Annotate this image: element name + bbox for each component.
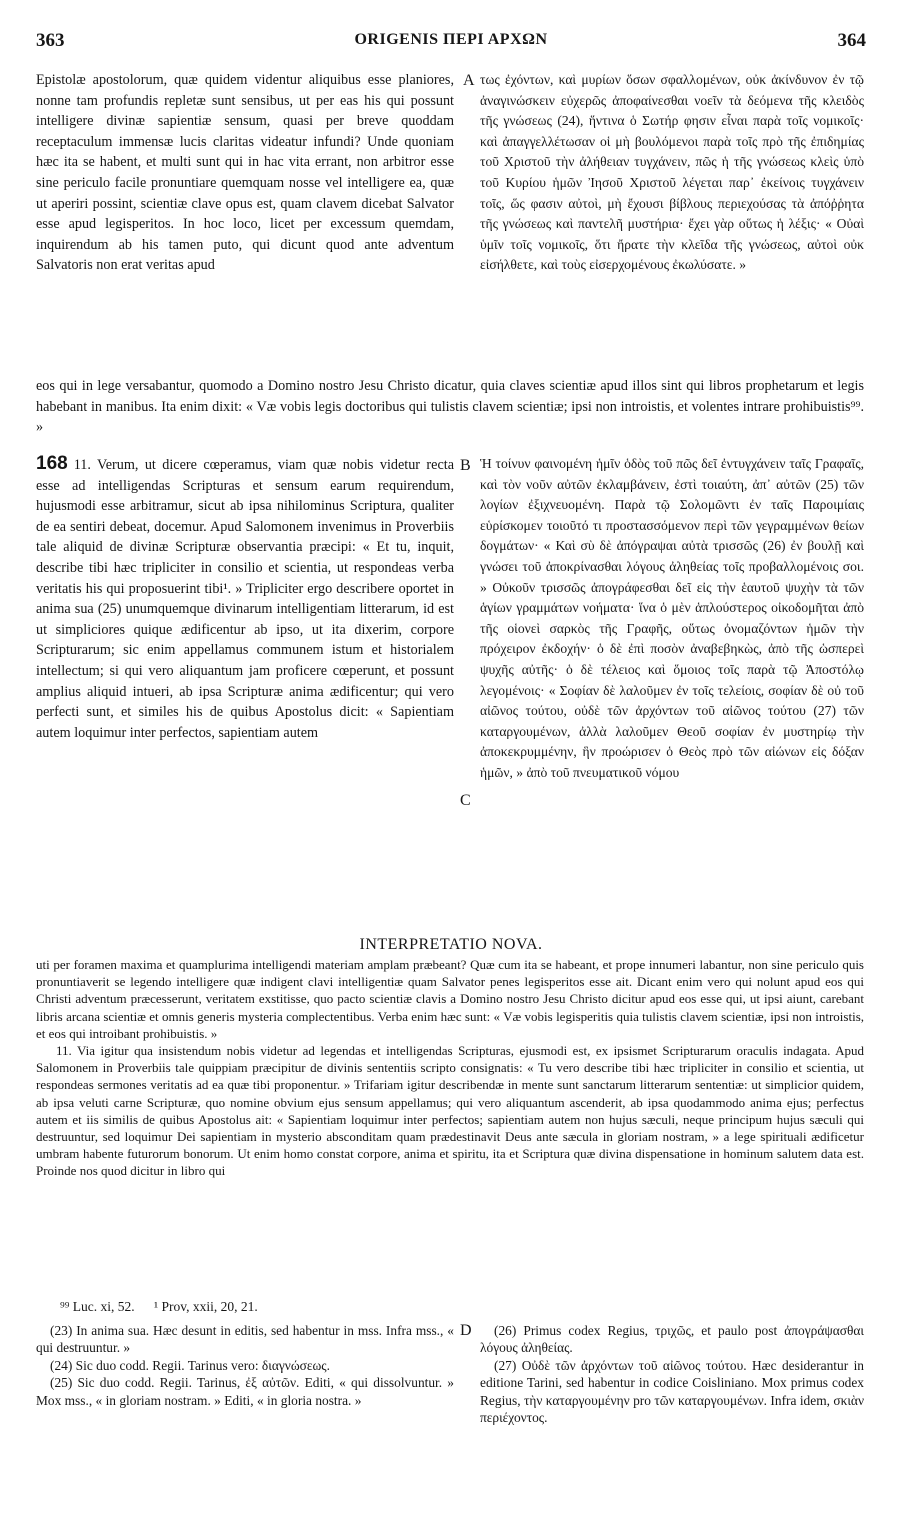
greek-column-top	[480, 70, 864, 276]
section-marker-a: A	[463, 72, 475, 89]
interpretatio-heading: INTERPRETATIO NOVA.	[359, 936, 543, 953]
greek-text-a: τως ἐχόντων, καὶ μυρίων ὅσων σφαλλομένων, οὐκ ἀκίνδυνον ἐν τῷ ἀναγινώσκειν εὐχερῶς ἀποφαίνεσθαι νοεῖν τὰ δεόμενα τῆς κλειδὸς τῆς γνώσεως (24), ἥντινα ὁ Σωτήρ φησιν εἶναι παρὰ τοῖς νομικοῖς· καὶ ἀπαγγελλέτωσαν οἱ μὴ βουλόμενοι παρὰ τοῖς πρὸ τῆς ἐπιδημίας τοῦ Χριστοῦ τὴν ἀλήθειαν τυγχάνειν, πῶς ἡ τῆς γνώσεως κλεὶς ὑπὸ τοῦ Κυρίου ἡμῶν Ἰησοῦ Χριστοῦ λέγεται παρ᾽ ἐκείνοις τυγχάνειν τοῖς, ὥς φασιν αὐτοὶ, μὴ ἔχουσι βίβλους περιεχούσας τὰ ἀπόῤῥητα τῆς γνώσεως καὶ παντελῆ μυστήρια· ἔχει γὰρ οὕτως ἡ λέξις· « Οὐαὶ ὑμῖν τοῖς νομικοῖς, ὅτι ἤρατε τὴν κλεῖδα τῆς γνώσεως, αὐτοὶ οὐκ εἰσήλθετε, καὶ τοὺς εἰσερχομένους ἐκωλύσατε. »	[480, 72, 864, 273]
running-header	[36, 30, 866, 60]
interpretatio-paragraph: 11. Via igitur qua insistendum nobis videtur ad legendas et intelligendas Scripturas, ejusmodi est, ex ipsismet Scripturarum oraculis indagata. Apud Salomonem in Proverbiis tale quippiam præcipitur de divinis sententiis scripto consignatis: « Tu vero describe tibi hæc tripliciter in consilio et scientia, ut respondeas sermones veritatis ad ea quæ tibi proponentur. » Trifariam igitur describendæ in mente sunt sanctarum litterarum sententiæ: ut simplicior quidem, ab ipsa veluti carne Scripturæ, quo nomine obvium ejus sensum appellamus; qui vero aliquantum ascenderit, ab ipsa quodammodo anima ejus; perfectus autem et iis similis de quibus Apostolus ait: « Sapientiam loquimur inter perfectos; sapientiam autem non hujus sæculi, neque principum hujus sæculi qui destruuntur, sed loquimur Dei sapientiam in mysterio absconditam quam prædestinavit Deus ante sæcula in gloriam nostram, » a lege spirituali ædificetur umbram habente futurorum bonorum. Ut enim homo constat corpore, anima et spiritu, ita et Scriptura quæ divina dispensatione in hominum salutem data est. Proinde nos quod dicitur in libro qui	[36, 1043, 864, 1179]
footnote-ref: ¹ Prov, xxii, 20, 21.	[154, 1299, 258, 1314]
latin-column-section-11	[36, 454, 454, 743]
notes-right-column	[480, 1322, 864, 1426]
interpretatio-nova	[36, 956, 864, 1180]
note: (24) Sic duo codd. Regii. Tarinus vero: διαγνώσεως.	[50, 1357, 330, 1373]
left-page-number: 363	[36, 30, 65, 51]
section-marker-c: C	[460, 792, 471, 809]
section-marker-d: D	[460, 1322, 472, 1339]
interpretatio-paragraph: uti per foramen maxima et quamplurima intelligendi materiam amplam præbeant? Quæ cum ita se habeant, et prope innumeri labantur, non sine periculo quis pronuntiaverit se legendo intelligere quæ indigent clavi intelligentiæ quam Salvator penes legisperitos esse ait. Dicant enim vero qui nolunt apud eos qui Christi adventum præcesserunt, veritatem exstitisse, quo pacto scientiæ clavis a Domino nostro Jesu Christo dicitur apud eos esse qui, ut ipsi aiunt, carebant libris arcana scientiæ et omnis generis mysteria complectentibus. Verba enim hæc sunt: « Væ vobis legisperitis quia tulistis clavem scientiæ, ipsi non introistis, et eos qui introibant prohibuistis. »	[36, 957, 864, 1041]
footnote-ref: ⁹⁹ Luc. xi, 52.	[60, 1299, 135, 1314]
section-marker-b: B	[460, 457, 471, 474]
latin-full-width	[36, 376, 864, 438]
note: (23) In anima sua. Hæc desunt in editis, sed habentur in mss. Infra mss., « qui destruuntur. »	[36, 1323, 454, 1356]
column-number: 168	[36, 453, 68, 474]
latin-text-b	[36, 454, 454, 743]
greek-column-section-11	[480, 454, 864, 784]
notes-left-column	[36, 1322, 454, 1409]
latin-section-11-text: 11. Verum, ut dicere cœperamus, viam quæ nobis videtur recta esse ad intelligendas Scripturas et sensum earum requirendum, hujusmodi esse arbitramur, sicut ab ipsa nihilominus Scriptura, qualiter de ea sentiri debeat, docemur. Apud Salomonem invenimus in Proverbiis tale aliquid de divinæ Scripturæ observantia præcipi: « Et tu, inquit, describe tibi hæc tripliciter in consilio et scientia, ut respondeas verba veritatis his qui proposuerint tibi¹. » Tripliciter ergo describere oportet in anima sua (25) unumquemque divinarum intelligentiam litterarum, id est ut simpliciores quique ædificentur ab ipso, ut ita dixerim, corpore Scripturarum; sic enim appellamus communem istum et historialem intellectum; si qui vero aliquantum jam proficere cœperunt, et possunt amplius aliquid intueri, ab ipsa Scripturæ anima ædificentur; qui vero perfecti sunt, et similes his de quibus Apostolus dicit: « Sapientiam autem loquimur inter perfectos, sapientiam autem	[36, 457, 454, 741]
latin-text-a: Epistolæ apostolorum, quæ quidem videntur aliquibus esse planiores, nonne tam profundis repletæ sunt sensibus, ut per eas his qui possunt intelligere divinæ sapientiæ sensum, quasi per breve quoddam receptaculum immensæ lucis claritas videatur infundi? Unde quoniam hæc ita se habent, et multi sunt qui in hac vita errant, non arbitror esse sine periculo facile pronuntiare quemquam nosse vel intelligere ea, quæ ut aperiri possint, scientiæ clave opus est, quam clavem dicebat Salvator esse apud legisperitos. In hoc loco, licet per excessum quemdam, inquirendum ab his tamen puto, qui dicunt quod ante adventum Salvatoris non erat veritas apud	[36, 72, 454, 274]
running-title: ORIGENIS ΠΕΡΙ ΑΡΧΩΝ	[354, 31, 548, 48]
note: (25) Sic duo codd. Regii. Tarinus, ἐξ αὐτῶν. Editi, « qui dissolvuntur. » Mox mss., « in gloriam nostram. » Editi, « in gloria nostra. »	[36, 1375, 454, 1408]
note: (27) Οὐδὲ τῶν ἀρχόντων τοῦ αἰῶνος τούτου. Hæc desiderantur in editione Tarini, sed habentur in codice Coisliniano. Mox primus codex Regius, τὴν καταργουμένην pro τῶν καταργουμένων. Infra idem, σκιὰν περιέχοντος.	[480, 1357, 864, 1426]
latin-full-text: eos qui in lege versabantur, quomodo a Domino nostro Jesu Christo dicatur, quia claves scientiæ apud illos sint qui libros prophetarum et legis habebant in manibus. Ita enim dixit: « Væ vobis legis doctoribus qui tulistis clavem scientiæ; ipsi non introistis, et volentes intrare prohibuistis⁹⁹. »	[36, 378, 864, 436]
greek-text-b: Ἡ τοίνυν φαινομένη ἡμῖν ὁδὸς τοῦ πῶς δεῖ ἐντυγχάνειν ταῖς Γραφαῖς, καὶ τὸν νοῦν αὐτῶν ἐκλαμβάνειν, ἐστὶ τοιαύτη, ἀπ᾽ αὐτῶν (25) τῶν λογίων ἐξιχνευομένη. Παρὰ τῷ Σολομῶντι ἐν ταῖς Παροιμίαις εὑρίσκομεν τοιοῦτό τι προστασσόμενον περὶ τῶν γεγραμμένων θείων δογμάτων· « Καὶ σὺ δὲ ἀπόγραψαι αὐτὰ τρισσῶς (26) ἐν βουλῇ καὶ γνώσει τοῦ ἀποκρίνασθαι λόγους ἀληθείας τοῖς προβαλλομένοις σοι. » Οὐκοῦν τρισσῶς ἀπογράφεσθαι δεῖ εἰς τὴν ἑαυτοῦ ψυχὴν τὰ τῶν ἁγίων γραμμάτων νοήματα· ἵνα ὁ μὲν ἁπλούστερος οἰκοδομῆται ἀπὸ τῆς οἱονεὶ σαρκὸς τῆς Γραφῆς, οὕτως ὀνομαζόντων ἡμῶν τὴν πρόχειρον ἐκδοχήν· ὁ δὲ ἐπὶ ποσὸν ἀναβεβηκὼς, ἀπὸ τῆς ὡσπερεὶ ψυχῆς αὐτῆς· ὁ δὲ τέλειος καὶ ὅμοιος τοῖς παρὰ τῷ Ἀποστόλῳ λεγομένοις· « Σοφίαν δὲ λαλοῦμεν ἐν τοῖς τελείοις, σοφίαν δὲ οὐ τοῦ αἰῶνος τούτου, οὐδὲ τῶν ἀρχόντων τοῦ αἰῶνος τούτου (27) τῶν καταργουμένων, ἀλλὰ λαλοῦμεν Θεοῦ σοφίαν ἐν μυστηρίῳ τὴν ἀποκεκρυμμένην, ἣν προώρισεν ὁ Θεὸς πρὸ τῶν αἰώνων εἰς δόξαν ἡμῶν, » ἀπὸ τοῦ πνευματικοῦ νόμου	[480, 456, 864, 780]
note: (26) Primus codex Regius, τριχῶς, et paulo post ἀπογράψασθαι λόγους ἀληθείας.	[480, 1323, 864, 1356]
scripture-references	[60, 1298, 274, 1316]
latin-column-top	[36, 70, 454, 276]
right-page-number: 364	[837, 30, 866, 51]
